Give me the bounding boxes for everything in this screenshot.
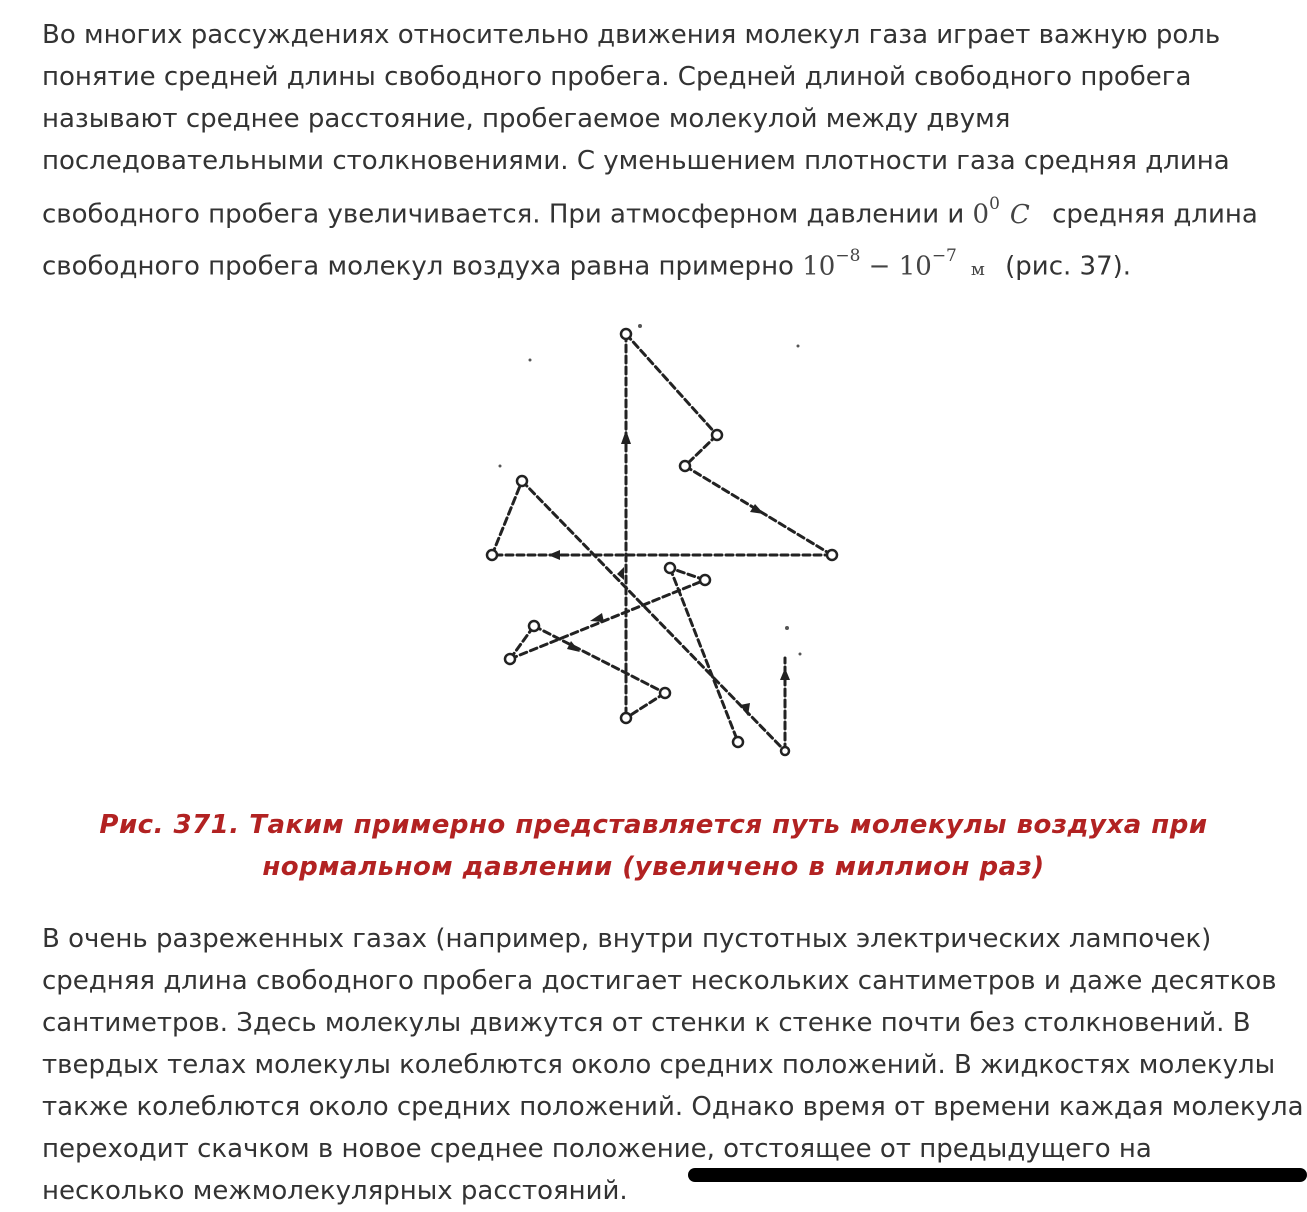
path-segment <box>510 580 705 659</box>
arrow-head <box>590 613 604 622</box>
collision-point <box>733 737 743 747</box>
paragraph-line: понятие средней длины свободного пробега. Средней длиной свободного пробега <box>42 62 1192 92</box>
line-text: средняя длина <box>1052 199 1258 230</box>
range-base-a: 10 <box>802 251 836 282</box>
collision-point <box>621 713 631 723</box>
collision-point <box>505 654 515 664</box>
speck <box>797 345 800 348</box>
arrow-head <box>548 550 560 560</box>
caption-line: Рис. 371. Таким примерно представляется путь молекулы воздуха при <box>99 810 1208 840</box>
range-exponent-b: −7 <box>931 246 957 266</box>
paragraph-line: несколько межмолекулярных расстояний. <box>42 1176 628 1206</box>
collision-point <box>700 575 710 585</box>
paragraph-line <box>42 182 1292 234</box>
speck <box>785 626 789 630</box>
paragraph-line: последовательными столкновениями. С уменьшением плотности газа средняя длина <box>42 146 1230 176</box>
collision-point <box>487 550 497 560</box>
collision-point <box>517 476 527 486</box>
molecule-path-figure <box>470 318 850 778</box>
paragraph-line: сантиметров. Здесь молекулы движутся от стенки к стенке почти без столкновений. В <box>42 1008 1251 1038</box>
temperature-unit: C <box>1009 199 1030 230</box>
temperature-formula <box>973 182 1044 241</box>
collision-point <box>621 329 631 339</box>
path-segment <box>492 481 522 555</box>
range-formula <box>802 234 997 296</box>
speck <box>799 653 802 656</box>
paragraph-line: твердых телах молекулы колеблются около средних положений. В жидкостях молекулы <box>42 1050 1276 1080</box>
line-text: свободного пробега увеличивается. При атмосферном давлении и <box>42 199 965 230</box>
paragraph-line: В очень разреженных газах (например, внутри пустотных электрических лампочек) <box>42 924 1212 954</box>
collision-point <box>680 461 690 471</box>
paragraph-line: средняя длина свободного пробега достигает нескольких сантиметров и даже десятков <box>42 966 1277 996</box>
collision-point <box>660 688 670 698</box>
range-base-b: 10 <box>898 251 932 282</box>
range-separator: − <box>860 251 899 282</box>
path-segment <box>626 334 717 435</box>
line-text: свободного пробега молекул воздуха равна примерно <box>42 251 794 282</box>
collision-point <box>827 550 837 560</box>
path-segment <box>626 693 665 718</box>
path-segment <box>534 626 665 693</box>
arrow-head <box>621 430 631 444</box>
line-text: (рис. 37). <box>1005 251 1132 282</box>
collision-point <box>529 621 539 631</box>
temperature-value: 0 <box>972 199 990 230</box>
path-segment <box>670 568 738 742</box>
horizontal-scrollbar[interactable] <box>688 1168 1307 1182</box>
intro-paragraph <box>42 14 1292 286</box>
range-unit: м <box>970 258 985 280</box>
path-segment <box>685 435 717 466</box>
paragraph-line: переходит скачком в новое среднее положение, отстоящее от предыдущего на <box>42 1134 1152 1164</box>
collision-point <box>781 747 789 755</box>
temperature-superscript: 0 <box>989 194 1000 214</box>
arrow-head <box>780 668 790 680</box>
speck <box>638 324 642 328</box>
speck <box>529 359 532 362</box>
range-exponent-a: −8 <box>835 246 861 266</box>
collision-point <box>712 430 722 440</box>
collision-point <box>665 563 675 573</box>
speck <box>499 465 502 468</box>
paragraph-line: также колеблются около средних положений. Однако время от времени каждая молекула <box>42 1092 1304 1122</box>
paragraph-line: называют среднее расстояние, пробегаемое молекулой между двумя <box>42 104 1011 134</box>
paragraph-line <box>42 234 1292 286</box>
figure-caption <box>0 804 1307 888</box>
paragraph-line: Во многих рассуждениях относительно движения молекул газа играет важную роль <box>42 20 1221 50</box>
caption-line: нормальном давлении (увеличено в миллион раз) <box>262 852 1045 882</box>
